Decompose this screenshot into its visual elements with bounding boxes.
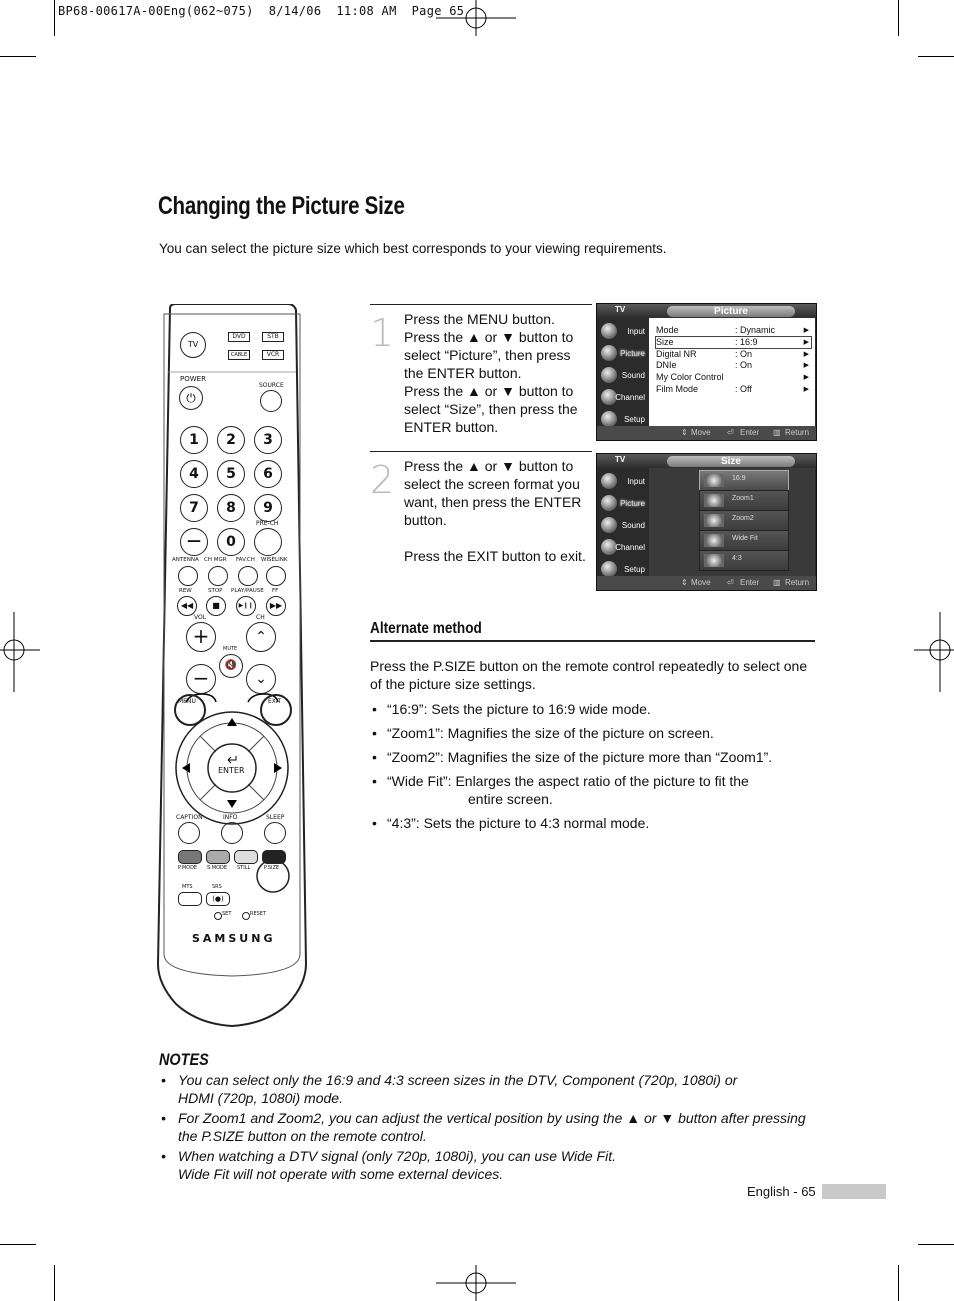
reset-label: RESET: [250, 911, 267, 917]
notes-heading: NOTES: [159, 1050, 209, 1069]
set-button[interactable]: [214, 912, 222, 920]
digit-button[interactable]: 4: [180, 460, 208, 488]
pmode-label: P.MODE: [178, 865, 198, 871]
arrow-right-icon: ▶: [803, 327, 809, 334]
crop-mark: [918, 1244, 954, 1245]
info-label: INFO: [223, 814, 238, 821]
psize-button[interactable]: [262, 850, 286, 864]
osd-size-menu: [596, 453, 817, 591]
digit-button[interactable]: 1: [180, 426, 208, 454]
setup-icon: [601, 561, 617, 577]
osd-tv-label: TV: [615, 455, 626, 464]
osd-row-dnie[interactable]: DNIe : On ▶: [656, 360, 809, 370]
size-thumbnail-icon: [704, 474, 724, 487]
osd-footer: ⇕ Move ⏎ Enter ▥ Return: [597, 426, 816, 440]
bullet-item: • “4:3”: Sets the picture to 4:3 normal mode.: [370, 814, 818, 832]
favch-button[interactable]: [238, 566, 258, 586]
move-icon: ⇕: [681, 428, 688, 437]
return-icon: ▥: [773, 578, 781, 587]
caption-button[interactable]: [178, 822, 200, 844]
osd-picture-menu: [596, 303, 817, 441]
crop-mark: [0, 1244, 36, 1245]
registration-mark: [914, 612, 954, 692]
info-button[interactable]: [221, 822, 243, 844]
digit-button[interactable]: 3: [254, 426, 282, 454]
antenna-label: ANTENNA: [172, 557, 199, 563]
prech-label: PRE-CH: [256, 520, 279, 527]
osd-sidebar-item-picture[interactable]: Picture: [599, 494, 647, 514]
sleep-label: SLEEP: [266, 814, 285, 821]
remote-control: [156, 304, 308, 1028]
step-2: [370, 451, 592, 592]
arrow-right-icon: ▶: [803, 339, 809, 346]
still-label: STILL: [237, 865, 251, 871]
crop-mark: [898, 0, 899, 36]
osd-size-panel: [649, 468, 815, 576]
stb-mode-button[interactable]: STB: [262, 332, 284, 342]
alternate-method-heading: Alternate method: [370, 620, 815, 642]
wiselink-button[interactable]: [266, 566, 286, 586]
arrow-right-icon: ▶: [803, 374, 809, 381]
arrow-right-icon: ▶: [803, 362, 809, 369]
size-option-zoom1[interactable]: Zoom1: [699, 490, 789, 511]
osd-picture-panel: [649, 318, 815, 426]
playpause-label: PLAY/PAUSE: [231, 588, 264, 594]
smode-button[interactable]: [206, 850, 230, 864]
exit-label: EXIT: [268, 698, 282, 705]
sound-icon: [601, 517, 617, 533]
osd-sidebar-item-channel[interactable]: Channel: [599, 388, 647, 408]
digit-button[interactable]: 7: [180, 494, 208, 522]
setup-icon: [601, 411, 617, 427]
reset-button[interactable]: [242, 912, 250, 920]
size-option-16-9[interactable]: 16:9: [699, 470, 789, 491]
osd-sidebar-item-picture[interactable]: Picture: [599, 344, 647, 364]
chmgr-button[interactable]: [208, 566, 228, 586]
step-1: [370, 304, 592, 451]
volume-down-button[interactable]: −: [186, 664, 216, 694]
menu-label: MENU: [178, 698, 196, 705]
pmode-button[interactable]: [178, 850, 202, 864]
srs-label: SRS: [212, 884, 222, 890]
bullet-item: • “16:9”: Sets the picture to 16:9 wide mode.: [370, 700, 818, 718]
osd-sidebar-item-sound[interactable]: Sound: [599, 516, 647, 536]
vcr-mode-button[interactable]: VCR: [262, 350, 284, 360]
arrow-right-icon: ▶: [803, 351, 809, 358]
chmgr-label: CH MGR: [204, 557, 227, 563]
size-thumbnail-icon: [704, 554, 724, 567]
channel-down-button[interactable]: ⌄: [246, 664, 276, 694]
enter-button[interactable]: [211, 746, 253, 790]
favch-label: FAV.CH: [236, 557, 255, 563]
digit-button[interactable]: 9: [254, 494, 282, 522]
osd-sidebar-item-sound[interactable]: Sound: [599, 366, 647, 386]
enter-icon: ⏎: [727, 578, 734, 587]
osd-heading: Picture: [667, 306, 795, 317]
rewind-button[interactable]: ◀◀: [177, 596, 197, 616]
wiselink-label: WISELINK: [261, 557, 288, 563]
mute-label: MUTE: [223, 646, 238, 652]
osd-tv-label: TV: [615, 305, 626, 314]
mute-button[interactable]: 🔇: [219, 654, 243, 678]
rew-label: REW: [179, 588, 192, 594]
play-pause-button[interactable]: ▶❙❙: [236, 596, 256, 616]
osd-sidebar-item-setup[interactable]: Setup: [599, 560, 647, 580]
crop-mark: [0, 56, 36, 57]
smode-label: S.MODE: [207, 865, 228, 871]
size-option-zoom2[interactable]: Zoom2: [699, 510, 789, 531]
note-item: • For Zoom1 and Zoom2, you can adjust the vertical position by using the ▲ or ▼ button after pressing the P.SIZE button on the remote control.: [160, 1109, 850, 1145]
enter-label: ENTER: [218, 766, 245, 775]
channel-up-button[interactable]: ⌃: [246, 622, 276, 652]
intro-text: You can select the picture size which best corresponds to your viewing requirements.: [159, 241, 667, 256]
registration-mark: [0, 612, 40, 692]
move-icon: ⇕: [681, 578, 688, 587]
stop-button[interactable]: ■: [206, 596, 226, 616]
osd-row-digital-nr[interactable]: Digital NR : On ▶: [656, 349, 809, 359]
osd-footer: ⇕ Move ⏎ Enter ▥ Return: [597, 576, 816, 590]
power-button[interactable]: ⏻: [179, 386, 203, 410]
set-label: SET: [222, 911, 232, 917]
brand-logo: SAMSUNG: [192, 932, 276, 945]
antenna-button[interactable]: [178, 566, 198, 586]
crop-mark: [918, 56, 954, 57]
dvd-mode-button[interactable]: DVD: [228, 332, 250, 342]
psize-label: P.SIZE: [264, 865, 280, 871]
crop-mark: [54, 0, 55, 36]
osd-sidebar-item-input[interactable]: Input: [599, 322, 647, 342]
volume-up-button[interactable]: +: [186, 622, 216, 652]
osd-sidebar: [597, 468, 647, 576]
page-title: Changing the Picture Size: [158, 192, 405, 220]
prech-button[interactable]: [254, 528, 282, 556]
step-number: 2: [370, 458, 395, 502]
source-button[interactable]: [260, 390, 282, 412]
bullet-item: • “Zoom1”: Magnifies the size of the picture on screen.: [370, 724, 818, 742]
document-header: BP68-00617A-00Eng(062~075) 8/14/06 11:08 AM Page 65: [58, 4, 465, 18]
osd-row-mode[interactable]: Mode : Dynamic ▶: [656, 325, 809, 335]
osd-row-size[interactable]: Size : 16:9 ▶: [656, 337, 809, 347]
digit-button[interactable]: 2: [217, 426, 245, 454]
tv-mode-button[interactable]: TV: [180, 332, 206, 358]
mts-label: MTS: [182, 884, 193, 890]
osd-sidebar: [597, 318, 647, 426]
notes-list: [160, 1071, 850, 1185]
input-icon: [601, 323, 617, 339]
step-text: Press the MENU button. Press the ▲ or ▼ button to select “Picture”, then press the ENTER button. Press the ▲ or ▼ button to select “Size”, then press the ENTER button.: [404, 311, 578, 435]
digit-button[interactable]: 6: [254, 460, 282, 488]
registration-mark: [436, 1263, 516, 1301]
fast-forward-button[interactable]: ▶▶: [266, 596, 286, 616]
size-option-4-3[interactable]: 4:3: [699, 550, 789, 571]
note-item: • You can select only the 16:9 and 4:3 screen sizes in the DTV, Component (720p, 1080i) or HDMI (720p, 1080i) mode.: [160, 1071, 850, 1107]
sound-icon: [601, 367, 617, 383]
cable-mode-button[interactable]: CABLE: [228, 350, 250, 360]
source-label: SOURCE: [259, 382, 284, 389]
crop-mark: [898, 1265, 899, 1301]
stop-label: STOP: [208, 588, 223, 594]
osd-sidebar-item-input[interactable]: Input: [599, 472, 647, 492]
ch-label: CH: [256, 614, 265, 621]
osd-sidebar-item-channel[interactable]: Channel: [599, 538, 647, 558]
picture-icon: [601, 495, 617, 511]
picture-icon: [601, 345, 617, 361]
digit-button[interactable]: 0: [217, 528, 245, 556]
input-icon: [601, 473, 617, 489]
size-thumbnail-icon: [704, 494, 724, 507]
arrow-right-icon: ▶: [803, 386, 809, 393]
digit-button[interactable]: 8: [217, 494, 245, 522]
size-option-wide-fit[interactable]: Wide Fit: [699, 530, 789, 551]
osd-heading: Size: [667, 456, 795, 467]
digit-button[interactable]: 5: [217, 460, 245, 488]
alternate-intro: Press the P.SIZE button on the remote control repeatedly to select one of the picture size settings.: [370, 658, 808, 692]
return-icon: ▥: [773, 428, 781, 437]
exit-button[interactable]: [260, 694, 292, 726]
page-number: English - 65: [747, 1184, 816, 1199]
bullet-item: • “Wide Fit”: Enlarges the aspect ratio of the picture to fit the entire screen.: [370, 772, 818, 808]
step-text: Press the ▲ or ▼ button to select the screen format you want, then press the ENTER button. Press the EXIT button to exit.: [404, 458, 586, 564]
bullet-item: • “Zoom2”: Magnifies the size of the picture more than “Zoom1”.: [370, 748, 818, 766]
caption-label: CAPTION: [176, 814, 203, 821]
ff-label: FF: [272, 588, 279, 594]
srs-button[interactable]: (●): [206, 892, 230, 906]
crop-mark: [54, 1265, 55, 1301]
osd-row-film-mode[interactable]: Film Mode : Off ▶: [656, 384, 809, 394]
power-label: POWER: [180, 375, 206, 383]
osd-row-my-color-control[interactable]: My Color Control ▶: [656, 372, 809, 382]
step-number: 1: [370, 311, 395, 355]
size-thumbnail-icon: [704, 534, 724, 547]
note-item: • When watching a DTV signal (only 720p, 1080i), you can use Wide Fit. Wide Fit will not operate with some external devices.: [160, 1147, 850, 1183]
mts-button[interactable]: [178, 892, 202, 906]
menu-button[interactable]: [174, 694, 206, 726]
vol-label: VOL: [194, 614, 207, 621]
osd-sidebar-item-setup[interactable]: Setup: [599, 410, 647, 430]
alternate-method-body: [370, 657, 818, 838]
size-thumbnail-icon: [704, 514, 724, 527]
still-button[interactable]: [234, 850, 258, 864]
dash-button[interactable]: —: [180, 528, 208, 556]
page-number-bar: [822, 1184, 886, 1199]
sleep-button[interactable]: [264, 822, 286, 844]
enter-icon: ⏎: [727, 428, 734, 437]
